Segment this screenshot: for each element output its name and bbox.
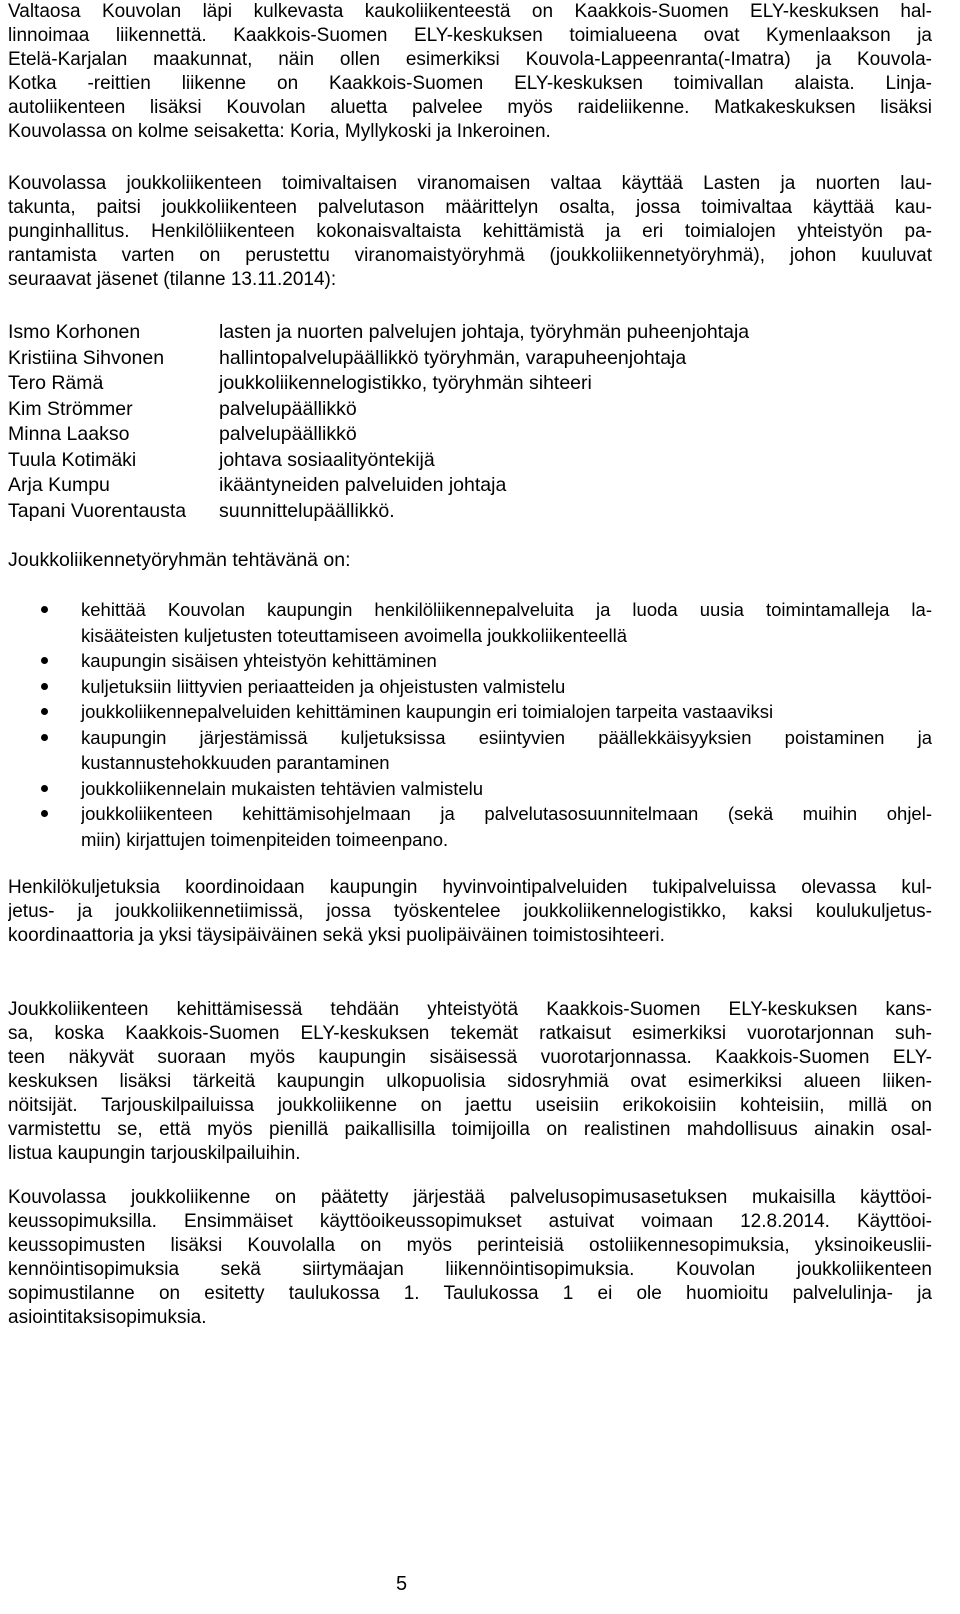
paragraph-authority xyxy=(8,172,932,292)
member-row xyxy=(8,371,932,397)
member-row xyxy=(8,397,932,423)
task-line: kuljetuksiin liittyvien periaatteiden ja ohjeistusten valmistelu xyxy=(81,675,566,697)
member-row xyxy=(8,499,932,525)
member-name: Tuula Kotimäki xyxy=(8,448,137,471)
text-line: varmistettu se, että myös pienillä paikallisilla toimijoilla on realistinen mahdollisuus ainakin osal- xyxy=(8,1119,932,1140)
task-line: joukkoliikennelain mukaisten tehtävien valmistelu xyxy=(81,777,484,799)
task-line: kehittää Kouvolan kaupungin henkilöliikennepalveluita ja luoda uusia toimintamalleja la- xyxy=(81,599,932,620)
text-line: seuraavat jäsenet (tilanne 13.11.2014): xyxy=(8,269,337,290)
paragraph-contracts xyxy=(8,1186,932,1330)
text-line: koordinaattoria ja yksi täysipäiväinen sekä yksi puolipäiväinen toimistosihteeri. xyxy=(8,925,665,946)
text-line: punginhallitus. Henkilöliikenteen kokonaisvaltaista kehittämistä ja eri toimialojen yhteistyön pa- xyxy=(8,221,932,242)
member-role: palvelupäällikkö xyxy=(219,423,357,445)
member-row xyxy=(8,422,932,448)
member-row xyxy=(8,473,932,499)
member-name: Tero Rämä xyxy=(8,372,104,394)
task-item xyxy=(8,801,932,852)
task-item xyxy=(8,725,932,776)
text-line: sopimustilanne on esitetty taulukossa 1. Taulukossa 1 ei ole huomioitu palvelulinja- ja xyxy=(8,1283,932,1304)
tasks-heading: Joukkoliikennetyöryhmän tehtävänä on: xyxy=(8,549,351,571)
bullet-icon xyxy=(41,708,48,715)
paragraph-coordination xyxy=(8,876,932,948)
paragraph-cooperation xyxy=(8,998,932,1166)
bullet-icon xyxy=(41,657,48,664)
member-role: hallintopalvelupäällikkö työryhmän, varapuheenjohtaja xyxy=(219,346,687,369)
task-item xyxy=(8,699,932,725)
text-line: Kouvolassa on kolme seisaketta: Koria, Myllykoski ja Inkeroinen. xyxy=(8,121,551,142)
text-line: jetus- ja joukkoliikennetiimissä, jossa työskentelee joukkoliikennelogistikko, kaksi koulukuljetus- xyxy=(8,901,932,922)
member-role: joukkoliikennelogistikko, työryhmän sihteeri xyxy=(219,372,592,394)
member-name: Kim Strömmer xyxy=(8,397,133,420)
task-line: joukkoliikennepalveluiden kehittäminen kaupungin eri toimialojen tarpeita vastaaviksi xyxy=(81,701,774,722)
text-line: keussopimusten lisäksi Kouvolalla on myös perinteisiä ostoliikennesopimuksia, yksinoikeuslii- xyxy=(8,1235,932,1256)
member-name: Minna Laakso xyxy=(8,423,130,445)
text-line: Kouvolassa joukkoliikenteen toimivaltaisen viranomaisen valtaa käyttää Lasten ja nuorten lau- xyxy=(8,173,932,194)
bullet-icon xyxy=(41,734,48,741)
member-row xyxy=(8,448,932,474)
text-line: Henkilökuljetuksia koordinoidaan kaupungin hyvinvointipalveluiden tukipalveluissa olevassa kul- xyxy=(8,877,932,898)
bullet-icon xyxy=(41,810,48,817)
bullet-icon xyxy=(41,683,48,690)
member-row xyxy=(8,320,932,346)
member-row xyxy=(8,346,932,372)
bullet-icon xyxy=(41,606,48,613)
text-line: teen näkyvät suoraan myös kaupungin sisäisessä vuorotarjonnassa. Kaakkois-Suomen ELY- xyxy=(8,1047,932,1068)
text-line: Etelä-Karjalan maakunnat, näin ollen esimerkiksi Kouvola-Lappeenranta(-Imatra) ja Kouvola- xyxy=(8,49,932,70)
text-line: takunta, paitsi joukkoliikenteen palvelutason määrittelyn osalta, jossa toimivaltaa käyttää kau- xyxy=(8,197,932,218)
task-line: joukkoliikenteen kehittämisohjelmaan ja palvelutasosuunnitelmaan (sekä muihin ohjel- xyxy=(81,803,932,824)
text-line: Kotka -reittien liikenne on Kaakkois-Suomen ELY-keskuksen toimivallan alaista. Linja- xyxy=(8,73,932,94)
task-list xyxy=(8,597,932,852)
task-line: kustannustehokkuuden parantaminen xyxy=(81,752,390,773)
member-role: palvelupäällikkö xyxy=(219,397,357,420)
page-number: 5 xyxy=(396,1573,408,1595)
member-role: suunnittelupäällikkö. xyxy=(219,499,395,522)
task-item xyxy=(8,648,932,674)
paragraph-intro xyxy=(8,0,932,144)
text-line: nöitsijät. Tarjouskilpailuissa joukkoliikenne on jaettu useisiin erikokoisiin kohteisiin, millä on xyxy=(8,1095,932,1116)
text-line: sa, koska Kaakkois-Suomen ELY-keskuksen tekemät ratkaisut esimerkiksi vuorotarjonnan suh- xyxy=(8,1023,932,1044)
text-line: linnoimaa liikennettä. Kaakkois-Suomen ELY-keskuksen toimialueena ovat Kymenlaakson ja xyxy=(8,25,932,46)
task-line: miin) kirjattujen toimenpiteiden toimeenpano. xyxy=(81,828,449,850)
task-item xyxy=(8,674,932,700)
member-name: Kristiina Sihvonen xyxy=(8,346,165,369)
task-line: kisääteisten kuljetusten toteuttamiseen avoimella joukkoliikenteellä xyxy=(81,624,628,646)
text-line: Kouvolassa joukkoliikenne on päätetty järjestää palvelusopimusasetuksen mukaisilla käyttöoi- xyxy=(8,1187,932,1208)
task-line: kaupungin järjestämissä kuljetuksissa esiintyvien päällekkäisyyksien poistaminen ja xyxy=(81,726,932,748)
text-line: rantamista varten on perustettu viranomaistyöryhmä (joukkoliikennetyöryhmä), johon kuuluvat xyxy=(8,245,932,266)
text-line: autoliikenteen lisäksi Kouvolan aluetta palvelee myös raideliikenne. Matkakeskuksen lisäksi xyxy=(8,97,932,118)
text-line: asiointitaksisopimuksia. xyxy=(8,1307,207,1328)
member-role: lasten ja nuorten palvelujen johtaja, työryhmän puheenjohtaja xyxy=(219,321,750,343)
text-line: listua kaupungin tarjouskilpailuihin. xyxy=(8,1143,301,1164)
text-line: Valtaosa Kouvolan läpi kulkevasta kaukoliikenteestä on Kaakkois-Suomen ELY-keskuksen hal- xyxy=(8,1,932,22)
text-line: keussopimuksilla. Ensimmäiset käyttöoikeussopimukset astuivat voimaan 12.8.2014. Käyttöoi- xyxy=(8,1211,932,1232)
member-role: johtava sosiaalityöntekijä xyxy=(219,448,435,471)
task-item xyxy=(8,597,932,648)
member-name: Arja Kumpu xyxy=(8,474,110,496)
task-line: kaupungin sisäisen yhteistyön kehittäminen xyxy=(81,650,437,671)
member-role: ikääntyneiden palveluiden johtaja xyxy=(219,474,507,496)
text-line: kennöintisopimuksia sekä siirtymäajan liikennöintisopimuksia. Kouvolan joukkoliikenteen xyxy=(8,1259,932,1280)
bullet-icon xyxy=(41,785,48,792)
member-name: Ismo Korhonen xyxy=(8,321,141,343)
member-list xyxy=(8,320,932,524)
text-line: Joukkoliikenteen kehittämisessä tehdään yhteistyötä Kaakkois-Suomen ELY-keskuksen kans- xyxy=(8,999,932,1020)
text-line: keskuksen lisäksi tärkeitä kaupungin ulkopuolisia sidosryhmiä ovat esimerkiksi alueen liiken- xyxy=(8,1071,932,1092)
member-name: Tapani Vuorentausta xyxy=(8,499,187,522)
task-item xyxy=(8,776,932,802)
